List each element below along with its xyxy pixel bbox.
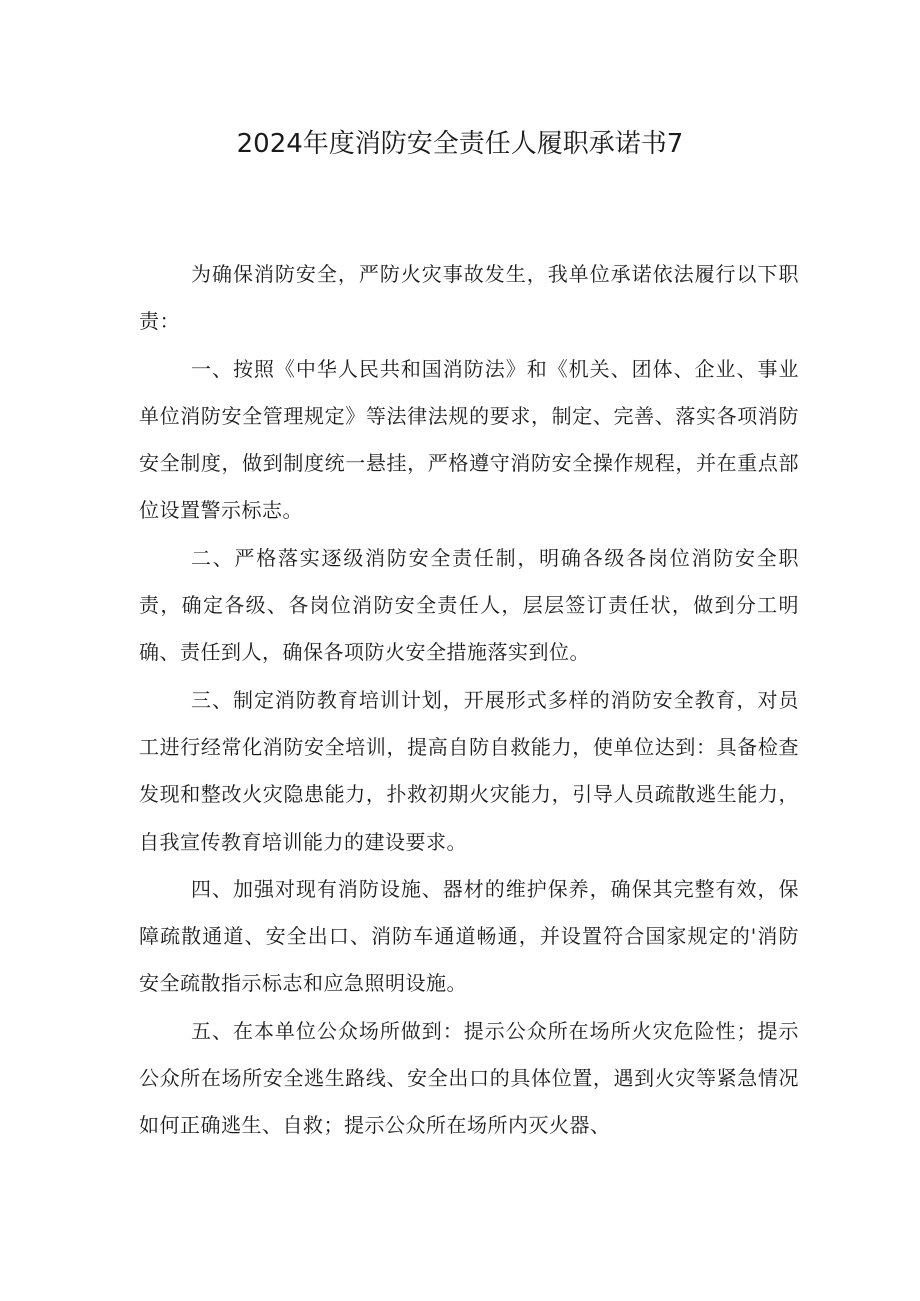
paragraph-item-3: 三、制定消防教育培训计划，开展形式多样的消防安全教育，对员工进行经常化消防安全培训，提高自防自救能力，使单位达到：具备检查发现和整改火灾隐患能力，扑救初期火灾能力，引导人员疏散逃生能力，自我宣传教育培训能力的建设要求。 xyxy=(139,687,799,854)
paragraph-item-1: 一、按照《中华人民共和国消防法》和《机关、团体、企业、事业单位消防安全管理规定》等法律法规的要求，制定、完善、落实各项消防安全制度，做到制度统一悬挂，严格遵守消防安全操作规程，并在重点部位设置警示标志。 xyxy=(139,356,799,523)
paragraph-item-5: 五、在本单位公众场所做到：提示公众所在场所火灾危险性；提示公众所在场所安全逃生路线、安全出口的具体位置，遇到火灾等紧急情况如何正确逃生、自救；提示公众所在场所内灭火器、 xyxy=(139,1018,799,1138)
paragraph-item-4: 四、加强对现有消防设施、器材的维护保养，确保其完整有效，保障疏散通道、安全出口、消防车通道畅通，并设置符合国家规定的'消防安全疏散指示标志和应急照明设施。 xyxy=(139,876,799,996)
paragraph-intro: 为确保消防安全，严防火灾事故发生，我单位承诺依法履行以下职责： xyxy=(139,262,799,334)
document-title: 2024年度消防安全责任人履职承诺书7 xyxy=(236,129,684,159)
paragraph-item-2: 二、严格落实逐级消防安全责任制，明确各级各岗位消防安全职责，确定各级、各岗位消防安全责任人，层层签订责任状，做到分工明确、责任到人，确保各项防火安全措施落实到位。 xyxy=(139,545,799,665)
document-body xyxy=(139,251,799,1150)
